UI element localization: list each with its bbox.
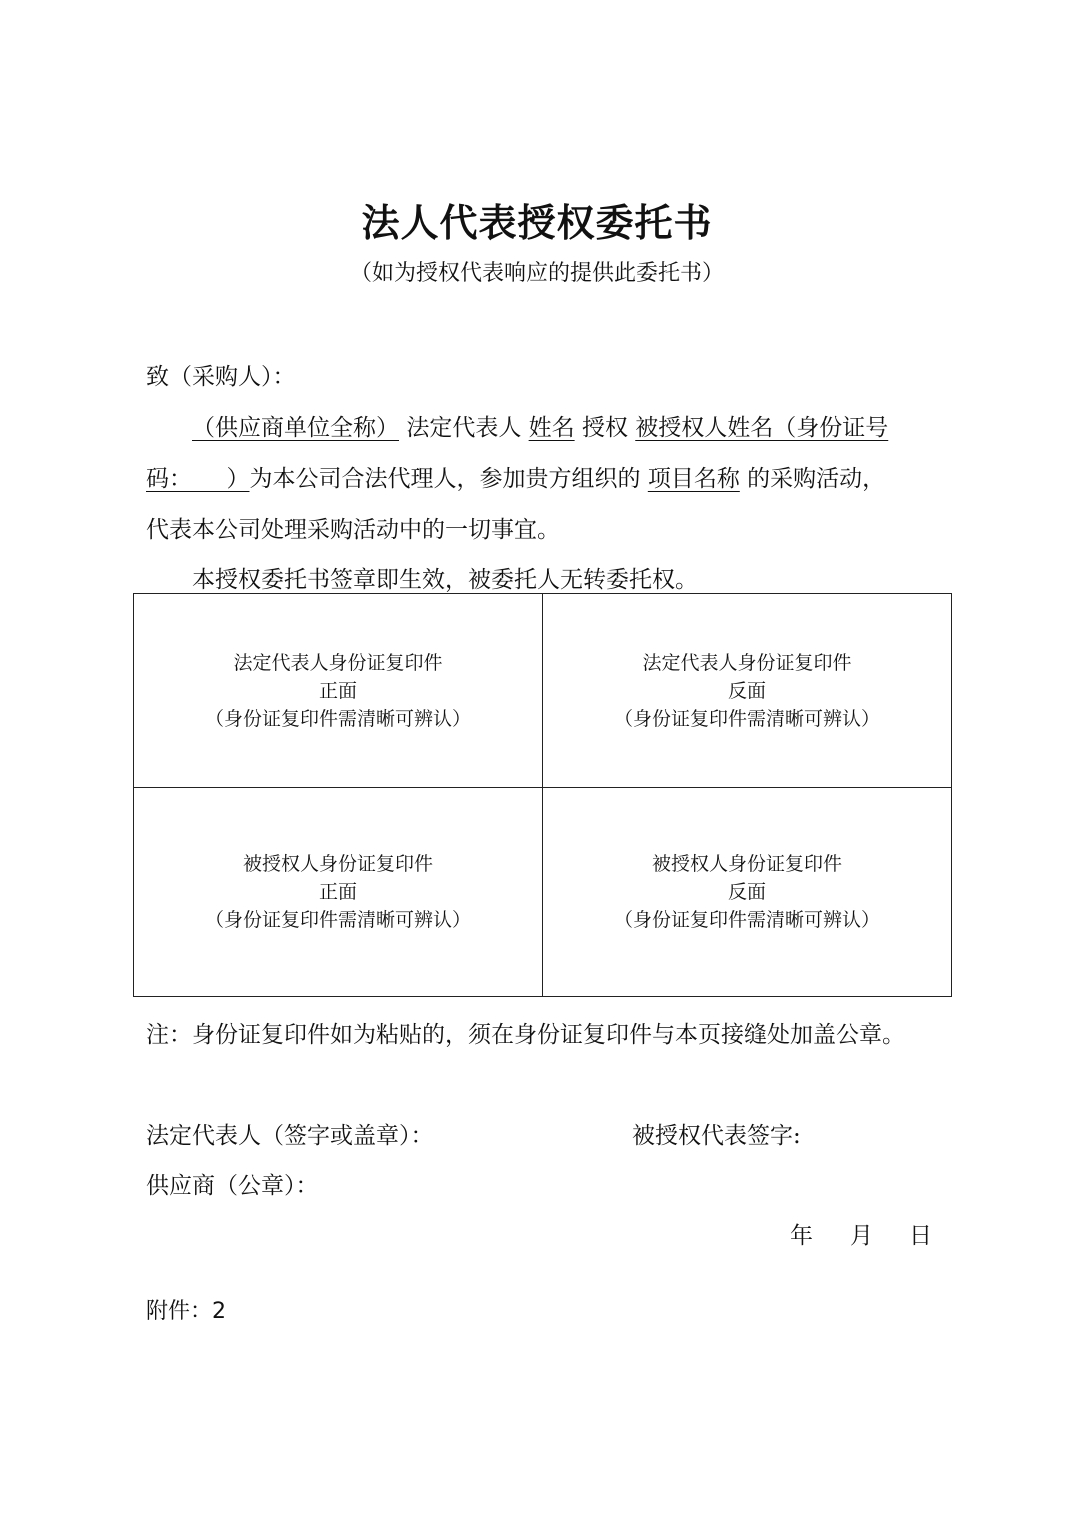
cell-note: （身份证复印件需清晰可辨认）: [204, 909, 471, 931]
text-as-agent: 为本公司合法代理人，参加贵方组织的: [249, 466, 641, 492]
text-activity: 的采购活动，: [747, 466, 886, 492]
cell-title: 法定代表人身份证复印件: [642, 651, 852, 674]
document-subtitle: （如为授权代表响应的提供此委托书）: [349, 261, 724, 286]
cell-side: 反面: [727, 679, 766, 702]
authorized-id-back-cell: [543, 788, 952, 997]
cell-note: （身份证复印件需清晰可辨认）: [204, 707, 471, 730]
cell-note: （身份证复印件需清晰可辨认）: [613, 909, 880, 931]
paragraph2: 本授权委托书签章即生效，被委托人无转委托权。: [192, 567, 698, 593]
authorized-id-front-cell: [134, 788, 543, 997]
date-month: 月: [850, 1223, 873, 1249]
cell-note: （身份证复印件需清晰可辨认）: [613, 707, 880, 730]
cell-title: 法定代表人身份证复印件: [233, 651, 443, 674]
id-copy-table: [133, 593, 952, 997]
text-legal-rep: 法定代表人: [406, 415, 522, 441]
authorized-name-field: 被授权人姓名（身份证号: [635, 415, 889, 441]
legal-rep-signature-label: 法定代表人（签字或盖章）：: [146, 1123, 434, 1149]
paragraph1-line3: 代表本公司处理采购活动中的一切事宜。: [146, 517, 560, 543]
seal-note: 注：身份证复印件如为粘贴的，须在身份证复印件与本页接缝处加盖公章。: [146, 1022, 905, 1048]
supplier-seal-label: 供应商（公章）：: [146, 1173, 319, 1199]
legal-rep-id-front-cell: [134, 594, 543, 788]
supplier-name-field: （供应商单位全称）: [192, 415, 399, 441]
legal-rep-id-back-cell: [543, 594, 952, 788]
cell-side: 反面: [727, 881, 766, 903]
cell-title: 被授权人身份证复印件: [242, 853, 433, 875]
text-authorize: 授权: [581, 415, 628, 441]
date-day: 日: [909, 1223, 932, 1249]
cell-title: 被授权人身份证复印件: [651, 853, 842, 875]
legal-rep-name-field: 姓名: [528, 415, 575, 441]
cell-side: 正面: [318, 679, 357, 702]
addressee: 致（采购人）：: [146, 364, 296, 390]
paragraph1-line2: [146, 460, 885, 493]
document-title: 法人代表授权委托书: [361, 200, 713, 245]
paragraph1-line1: [192, 409, 888, 442]
cell-side: 正面: [318, 881, 357, 903]
project-name-field: 项目名称: [647, 466, 740, 492]
authorized-rep-signature-label: 被授权代表签字:: [632, 1123, 801, 1149]
id-code-field: 码： ）: [146, 466, 250, 492]
date-year: 年: [790, 1223, 813, 1249]
annex-label: 附件：2: [146, 1299, 226, 1324]
